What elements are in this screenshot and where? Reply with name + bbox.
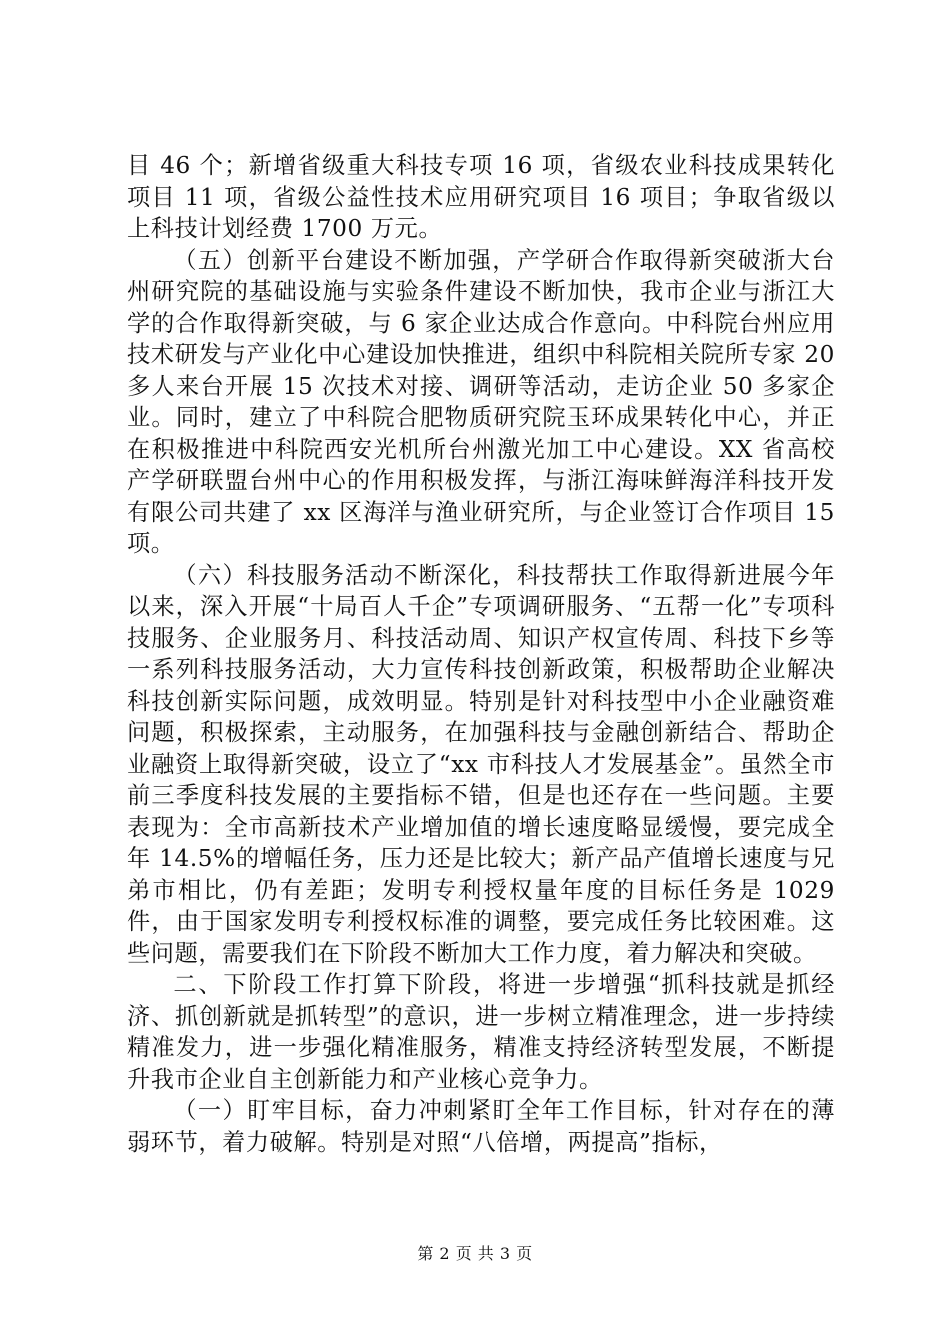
paragraph-5: （一）盯牢目标，奋力冲刺紧盯全年工作目标，针对存在的薄弱环节，着力破解。特别是对照“八倍增，两提高”指标， bbox=[127, 1097, 835, 1156]
page-number: 第 2 页 共 3 页 bbox=[417, 1244, 533, 1263]
document-body bbox=[127, 150, 835, 1158]
paragraph-4: 二、下阶段工作打算下阶段，将进一步增强“抓科技就是抓经济、抓创新就是抓转型”的意识，进一步树立精准理念，进一步持续精准发力，进一步强化精准服务，精准支持经济转型发展，不断提升我市企业自主创新能力和产业核心竞争力。 bbox=[127, 971, 835, 1093]
page-footer bbox=[0, 1241, 950, 1264]
paragraph-2: （五）创新平台建设不断加强，产学研合作取得新突破浙大台州研究院的基础设施与实验条件建设不断加快，我市企业与浙江大学的合作取得新突破，与 6 家企业达成合作意向。中科院台州应用技术研发与产业化中心建设加快推进，组织中科院相关院所专家 20 多人来台开展 15 次技术对接、调研等活动，走访企业 50 多家企业。同时，建立了中科院合肥物质研究院玉环成果转化中心，并正在积极推进中科院西安光机所台州激光加工中心建设。XX 省高校产学研联盟台州中心的作用积极发挥，与浙江海味鲜海洋科技开发有限公司共建了 xx 区海洋与渔业研究所，与企业签订合作项目 15 项。 bbox=[127, 246, 835, 557]
paragraph-3: （六）科技服务活动不断深化，科技帮扶工作取得新进展今年以来，深入开展“十局百人千企”专项调研服务、“五帮一化”专项科技服务、企业服务月、科技活动周、知识产权宣传周、科技下乡等一系列科技服务活动，大力宣传科技创新政策，积极帮助企业解决科技创新实际问题，成效明显。特别是针对科技型中小企业融资难问题，积极探索，主动服务，在加强科技与金融创新结合、帮助企业融资上取得新突破，设立了“xx 市科技人才发展基金”。虽然全市前三季度科技发展的主要指标不错，但是也还存在一些问题。主要表现为：全市高新技术产业增加值的增长速度略显缓慢，要完成全年 14.5%的增幅任务，压力还是比较大；新产品产值增长速度与兄弟市相比，仍有差距；发明专利授权量年度的目标任务是 1029 件，由于国家发明专利授权标准的调整，要完成任务比较困难。这些问题，需要我们在下阶段不断加大工作力度，着力解决和突破。 bbox=[127, 561, 835, 967]
paragraph-1: 目 46 个；新增省级重大科技专项 16 项，省级农业科技成果转化项目 11 项，省级公益性技术应用研究项目 16 项目；争取省级以上科技计划经费 1700 万元。 bbox=[127, 152, 835, 242]
